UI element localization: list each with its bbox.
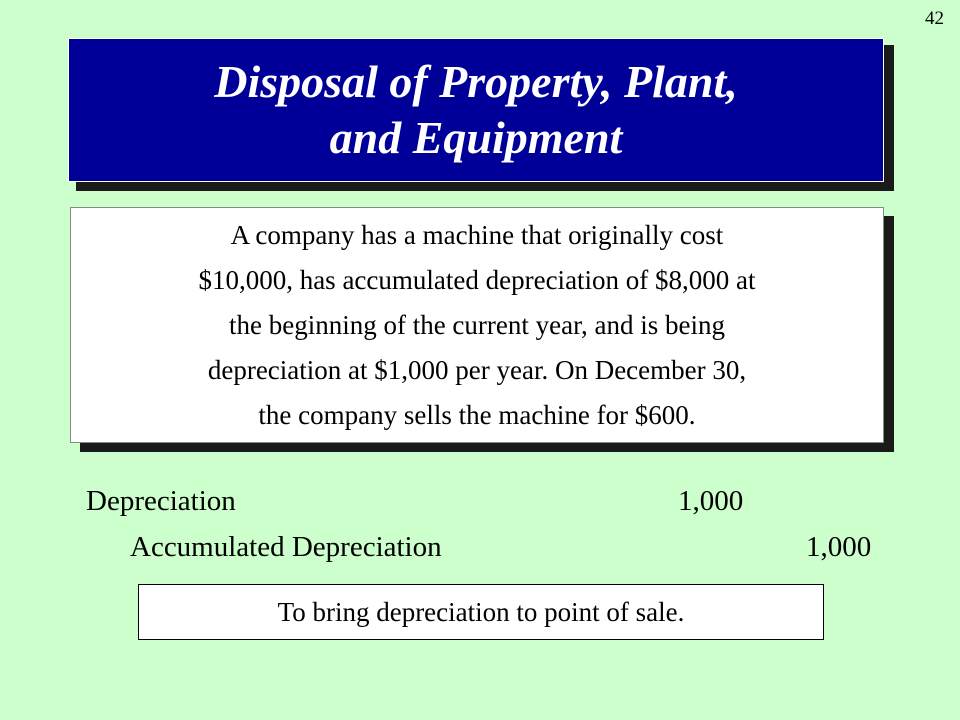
- explanation-text: To bring depreciation to point of sale.: [277, 596, 685, 627]
- title-banner: [68, 38, 884, 182]
- title-line-2: and Equipment: [329, 112, 623, 163]
- description-text: [184, 213, 769, 438]
- description-line: A company has a machine that originally cost: [230, 219, 724, 250]
- description-line: $10,000, has accumulated depreciation of $8,000 at: [198, 264, 756, 295]
- debit-amount: 1,000: [678, 485, 744, 517]
- title-line-1: Disposal of Property, Plant,: [214, 56, 738, 107]
- page-number: 42: [925, 8, 944, 29]
- credit-amount: 1,000: [806, 531, 872, 563]
- explanation-box: [138, 584, 824, 640]
- description-line: the beginning of the current year, and is being: [228, 309, 725, 340]
- description-line: depreciation at $1,000 per year. On December 30,: [207, 354, 747, 385]
- slide-title: [214, 54, 737, 166]
- debit-account: Depreciation: [86, 485, 236, 517]
- description-box: [70, 207, 884, 443]
- credit-account: Accumulated Depreciation: [130, 531, 442, 563]
- description-line: the company sells the machine for $600.: [258, 399, 696, 430]
